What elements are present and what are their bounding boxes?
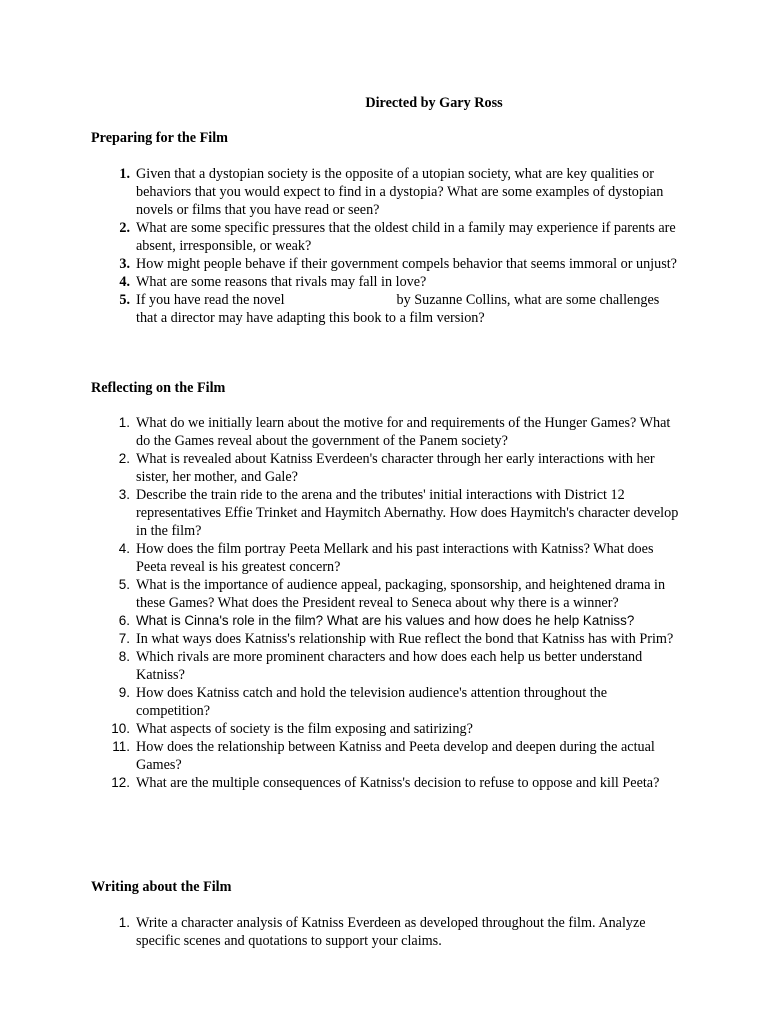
item-number: 6. — [118, 613, 130, 628]
item-number: 8. — [118, 649, 130, 664]
item-number: 7. — [118, 631, 130, 646]
reflecting-question-list — [0, 414, 768, 792]
item-number: 5. — [119, 292, 130, 308]
item-number: 1. — [118, 415, 130, 430]
item-text: What are some specific pressures that the oldest child in a family may experience if parents are absent, irresponsible, or weak? — [136, 220, 676, 254]
item-number: 2. — [119, 220, 130, 236]
list-item — [0, 414, 681, 450]
item-text-after-gap: by Suzanne Collins, what are some challenges that a director may have adapting this book to a film version? — [136, 292, 660, 326]
list-item — [0, 450, 681, 486]
item-text: How does the film portray Peeta Mellark and his past interactions with Katniss? What does Peeta reveal is his greatest concern? — [136, 541, 654, 575]
item-number: 11. — [112, 739, 130, 754]
document-title: Directed by Gary Ross — [365, 95, 503, 111]
item-text: What is revealed about Katniss Everdeen's character through her early interactions with her sister, her mother, and Gale? — [136, 451, 655, 485]
item-text: What aspects of society is the film exposing and satirizing? — [136, 721, 473, 737]
item-number: 1. — [119, 166, 130, 182]
list-item — [0, 630, 681, 648]
item-text: Describe the train ride to the arena and the tributes' initial interactions with District 12 representatives Effie Trinket and Haymitch Abernathy. How does Haymitch's character develop in the film? — [136, 487, 679, 539]
item-number: 3. — [118, 487, 130, 502]
list-item — [0, 774, 681, 792]
item-text: Given that a dystopian society is the opposite of a utopian society, what are key qualities or behaviors that you would expect to find in a dystopia? What are some examples of dystopian novels or films that you have read or seen? — [136, 166, 664, 218]
list-item — [0, 219, 681, 255]
item-text: How does the relationship between Katniss and Peeta develop and deepen during the actual Games? — [136, 739, 655, 773]
item-text-before-gap: If you have read the novel — [136, 292, 285, 308]
list-item — [0, 291, 681, 327]
item-number: 9. — [118, 685, 130, 700]
item-text: Which rivals are more prominent characters and how does each help us better understand Katniss? — [136, 649, 643, 683]
item-text: What is Cinna's role in the film? What are his values and how does he help Katniss? — [136, 613, 635, 628]
item-text: Write a character analysis of Katniss Everdeen as developed throughout the film. Analyze specific scenes and quotations to support your claims. — [136, 915, 646, 949]
list-item — [0, 255, 681, 273]
list-item — [0, 540, 681, 576]
section-heading-preparing: Preparing for the Film — [91, 130, 228, 146]
item-text: What are the multiple consequences of Katniss's decision to refuse to oppose and kill Peeta? — [136, 775, 660, 791]
item-text: How does Katniss catch and hold the television audience's attention throughout the competition? — [136, 685, 608, 719]
item-number: 2. — [118, 451, 130, 466]
list-item — [0, 165, 681, 219]
item-number: 1. — [118, 915, 130, 930]
item-text: What do we initially learn about the motive for and requirements of the Hunger Games? What do the Games reveal about the government of the Panem society? — [136, 415, 671, 449]
item-number: 4. — [118, 541, 130, 556]
item-text: What is the importance of audience appeal, packaging, sponsorship, and heightened drama in these Games? What does the President reveal to Seneca about why there is a winner? — [136, 577, 666, 611]
list-item — [0, 486, 681, 540]
item-text: What are some reasons that rivals may fall in love? — [136, 274, 427, 290]
item-text: In what ways does Katniss's relationship with Rue reflect the bond that Katniss has with Prim? — [136, 631, 674, 647]
item-number: 3. — [119, 256, 130, 272]
list-item — [0, 612, 681, 630]
list-item — [0, 684, 681, 720]
writing-task-list — [0, 914, 768, 950]
list-item — [0, 576, 681, 612]
item-number: 4. — [119, 274, 130, 290]
section-heading-reflecting: Reflecting on the Film — [91, 380, 226, 396]
list-item — [0, 914, 681, 950]
item-number: 12. — [111, 775, 130, 790]
list-item — [0, 273, 681, 291]
list-item — [0, 648, 681, 684]
list-item — [0, 720, 681, 738]
item-number: 5. — [118, 577, 130, 592]
section-heading-writing: Writing about the Film — [91, 879, 232, 895]
preparing-question-list — [0, 165, 768, 327]
item-text: How might people behave if their government compels behavior that seems immoral or unjust? — [136, 256, 677, 272]
item-number: 10. — [111, 721, 130, 736]
list-item — [0, 738, 681, 774]
